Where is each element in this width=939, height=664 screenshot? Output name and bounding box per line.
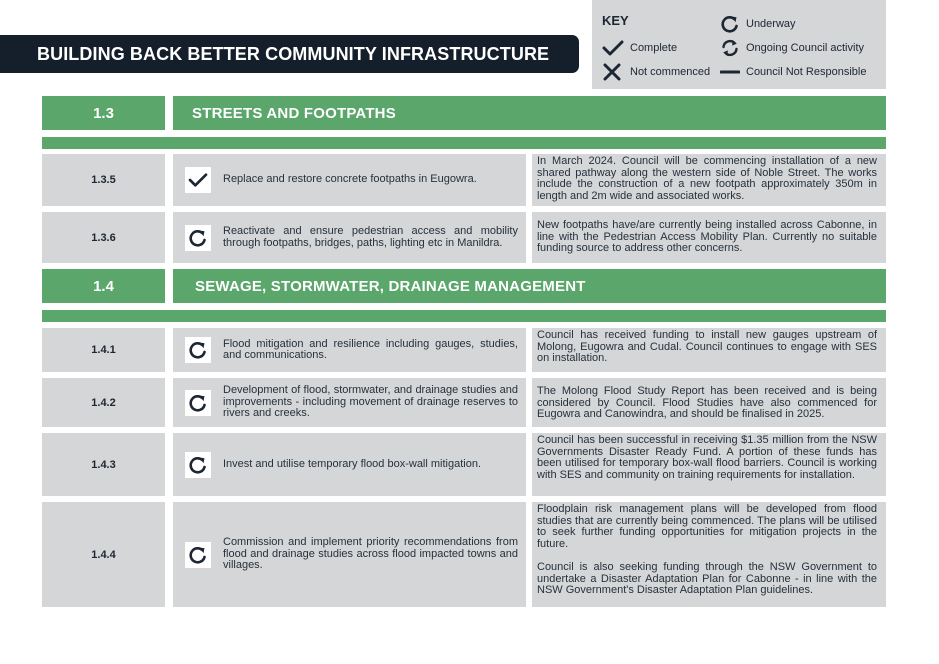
row-comment: The Molong Flood Study Report has been received and is being considered by Council. Flood Studies have also commenced for Eugowra and Canowindra, and should be finalised in 2025.	[537, 385, 877, 421]
underway-icon	[188, 340, 208, 360]
ongoing-icon	[720, 38, 740, 58]
title-banner	[0, 35, 579, 73]
row-comment-cell	[532, 212, 886, 263]
row-comment: New footpaths have/are currently being installed across Cabonne, in line with the Pedestrian Access Mobility Plan. Currently no suitable funding source to address other concerns.	[537, 219, 877, 255]
underway-icon	[188, 393, 208, 413]
check-icon	[188, 172, 208, 188]
row-id: 1.4.2	[42, 378, 165, 427]
section-title: STREETS AND FOOTPATHS	[173, 96, 886, 130]
key-label-not-responsible: Council Not Responsible	[746, 66, 867, 78]
underway-icon	[720, 14, 740, 34]
row-comment: Council has been successful in receiving $1.35 million from the NSW Governments Disaster Ready Fund. A portion of these funds has been utilised for temporary box-wall flood barriers. Council is working with SES and community on training requirements for installation.	[537, 434, 877, 481]
row-description: Development of flood, stormwater, and drainage studies and improvements - including movement of drainage reserves to rivers and creeks.	[223, 384, 518, 420]
key-item-not-responsible	[720, 63, 866, 81]
key-item-not-commenced	[602, 63, 710, 81]
check-icon	[602, 39, 624, 57]
status-complete	[185, 167, 211, 193]
row-description: Invest and utilise temporary flood box-wall mitigation.	[223, 457, 482, 470]
row-id: 1.4.4	[42, 502, 165, 607]
key-label-not-commenced: Not commenced	[630, 66, 711, 78]
underway-icon	[188, 545, 208, 565]
cross-icon	[602, 63, 624, 81]
section-number: 1.3	[42, 96, 165, 130]
row-description-cell	[173, 212, 526, 263]
row-comment: Floodplain risk management plans will be developed from flood studies that are currently being commenced. The plans will be utilised to seek further funding opportunities for mitigation projects in the future.	[537, 503, 877, 550]
status-underway	[185, 542, 211, 568]
row-comment-cell	[532, 502, 886, 607]
row-comment: Council has received funding to install new gauges upstream of Molong, Eugowra and Cudal. Council continues to engage with SES on installation.	[537, 329, 877, 365]
section-divider	[42, 137, 886, 149]
status-underway	[185, 390, 211, 416]
key-label-ongoing: Ongoing Council activity	[746, 42, 865, 54]
key-label-complete: Complete	[630, 42, 678, 54]
section-title: SEWAGE, STORMWATER, DRAINAGE MANAGEMENT	[173, 269, 886, 303]
row-id: 1.4.1	[42, 328, 165, 372]
row-description: Reactivate and ensure pedestrian access and mobility through footpaths, bridges, paths, lighting etc in Manildra.	[223, 225, 518, 249]
status-underway	[185, 225, 211, 251]
key-item-underway	[720, 14, 796, 34]
row-comment-cell	[532, 433, 886, 496]
row-description: Flood mitigation and resilience including gauges, studies, and communications.	[223, 337, 518, 361]
row-description: Replace and restore concrete footpaths in Eugowra.	[223, 173, 477, 186]
underway-icon	[188, 228, 208, 248]
key-item-ongoing	[720, 38, 864, 58]
row-description-cell	[173, 378, 526, 427]
row-comment: In March 2024. Council will be commencing installation of a new shared pathway along the western side of Noble Street. The works include the construction of a new footpath approximately 350m in length and 2m wide and associated works.	[537, 155, 877, 202]
key-label-underway: Underway	[746, 18, 796, 30]
row-description: Commission and implement priority recommendations from flood and drainage studies across flood impacted towns and villages.	[223, 536, 518, 572]
section-divider	[42, 310, 886, 322]
section-number: 1.4	[42, 269, 165, 303]
row-id: 1.3.6	[42, 212, 165, 263]
row-description-cell	[173, 154, 526, 206]
row-comment-cell	[532, 154, 886, 206]
row-comment-cell	[532, 378, 886, 427]
key-legend	[592, 0, 886, 89]
row-id: 1.3.5	[42, 154, 165, 206]
row-comment-cell	[532, 328, 886, 372]
dash-icon	[720, 63, 740, 81]
key-item-complete	[602, 39, 677, 57]
status-underway	[185, 337, 211, 363]
row-description-cell	[173, 502, 526, 607]
key-title: KEY	[602, 13, 629, 28]
status-underway	[185, 452, 211, 478]
page-title: BUILDING BACK BETTER COMMUNITY INFRASTRUCTURE	[37, 43, 550, 64]
row-id: 1.4.3	[42, 433, 165, 496]
underway-icon	[188, 455, 208, 475]
row-description-cell	[173, 433, 526, 496]
row-comment: Council is also seeking funding through the NSW Government to undertake a Disaster Adaptation Plan for Cabonne - in line with the NSW Government's Disaster Adaptation Plan guidelines.	[537, 560, 877, 597]
row-description-cell	[173, 328, 526, 372]
